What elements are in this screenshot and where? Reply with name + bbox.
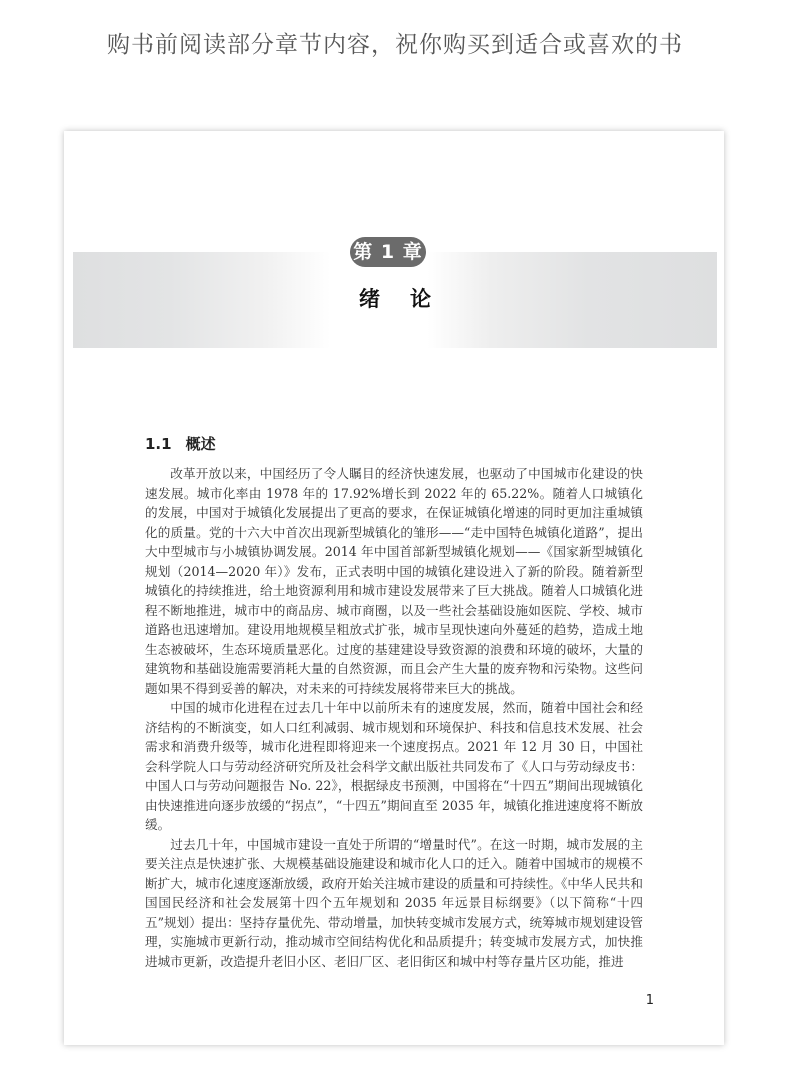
page-number: 1: [645, 993, 654, 1008]
body-text: [145, 464, 643, 971]
preview-banner: 购书前阅读部分章节内容，祝你购买到适合或喜欢的书: [107, 32, 683, 58]
chapter-title: 绪论: [359, 286, 461, 311]
paragraph: 改革开放以来，中国经历了令人瞩目的经济快速发展，也驱动了中国城市化建设的快速发展。城市化率由 1978 年的 17.92%增长到 2022 年的 65.22%。随着人口城镇化的发展，中国对于城镇化发展提出了更高的要求，在保证城镇化增速的同时更加注重城镇化的质量。党的十六大中首次出现新型城镇化的雏形——“走中国特色城镇化道路”，提出大中型城市与小城镇协调发展。2014 年中国首部新型城镇化规划——《国家新型城镇化规划（2014—2020 年）》发布，正式表明中国的城镇化建设进入了新的阶段。随着新型城镇化的持续推进，给土地资源利用和城市建设发展带来了巨大挑战。随着人口城镇化进程不断地推进，城市中的商品房、城市商圈，以及一些社会基础设施如医院、学校、城市道路也迅速增加。建设用地规模呈粗放式扩张，城市呈现快速向外蔓延的趋势，造成土地生态被破坏，生态环境质量恶化。过度的基建建设导致资源的浪费和环境的破坏，大量的建筑物和基础设施需要消耗大量的自然资源，而且会产生大量的废弃物和污染物。这些问题如果不得到妥善的解决，对未来的可持续发展将带来巨大的挑战。: [145, 466, 643, 696]
book-page: [64, 131, 724, 1045]
chapter-label: 第 1 章: [350, 237, 426, 267]
section-number: 1.1: [145, 435, 172, 453]
section-title: 概述: [185, 435, 216, 453]
section-heading: [145, 433, 216, 454]
paragraph: 中国的城市化进程在过去几十年中以前所未有的速度发展，然而，随着中国社会和经济结构的不断演变，如人口红利减弱、城市规划和环境保护、科技和信息技术发展、社会需求和消费升级等，城市化进程即将迎来一个速度拐点。2021 年 12 月 30 日，中国社会科学院人口与劳动经济研究所及社会科学文献出版社共同发布了《人口与劳动绿皮书：中国人口与劳动问题报告 No. 22》，根据绿皮书预测，中国将在“十四五”期间出现城镇化由快速推进向逐步放缓的“拐点”，“十四五”期间直至 2035 年，城镇化推进速度将不断放缓。: [145, 700, 643, 832]
paragraph: 过去几十年，中国城市建设一直处于所谓的“增量时代”。在这一时期，城市发展的主要关注点是快速扩张、大规模基础设施建设和城市化人口的迁入。随着中国城市的规模不断扩大，城市化速度逐渐放缓，政府开始关注城市建设的质量和可持续性。《中华人民共和国国民经济和社会发展第十四个五年规划和 2035 年远景目标纲要》（以下简称“十四五”规划）提出：坚持存量优先、带动增量，加快转变城市发展方式，统筹城市规划建设管理，实施城市更新行动，推动城市空间结构优化和品质提升；转变城市发展方式，加快推进城市更新，改造提升老旧小区、老旧厂区、老旧街区和城中村等存量片区功能，推进: [145, 836, 643, 969]
